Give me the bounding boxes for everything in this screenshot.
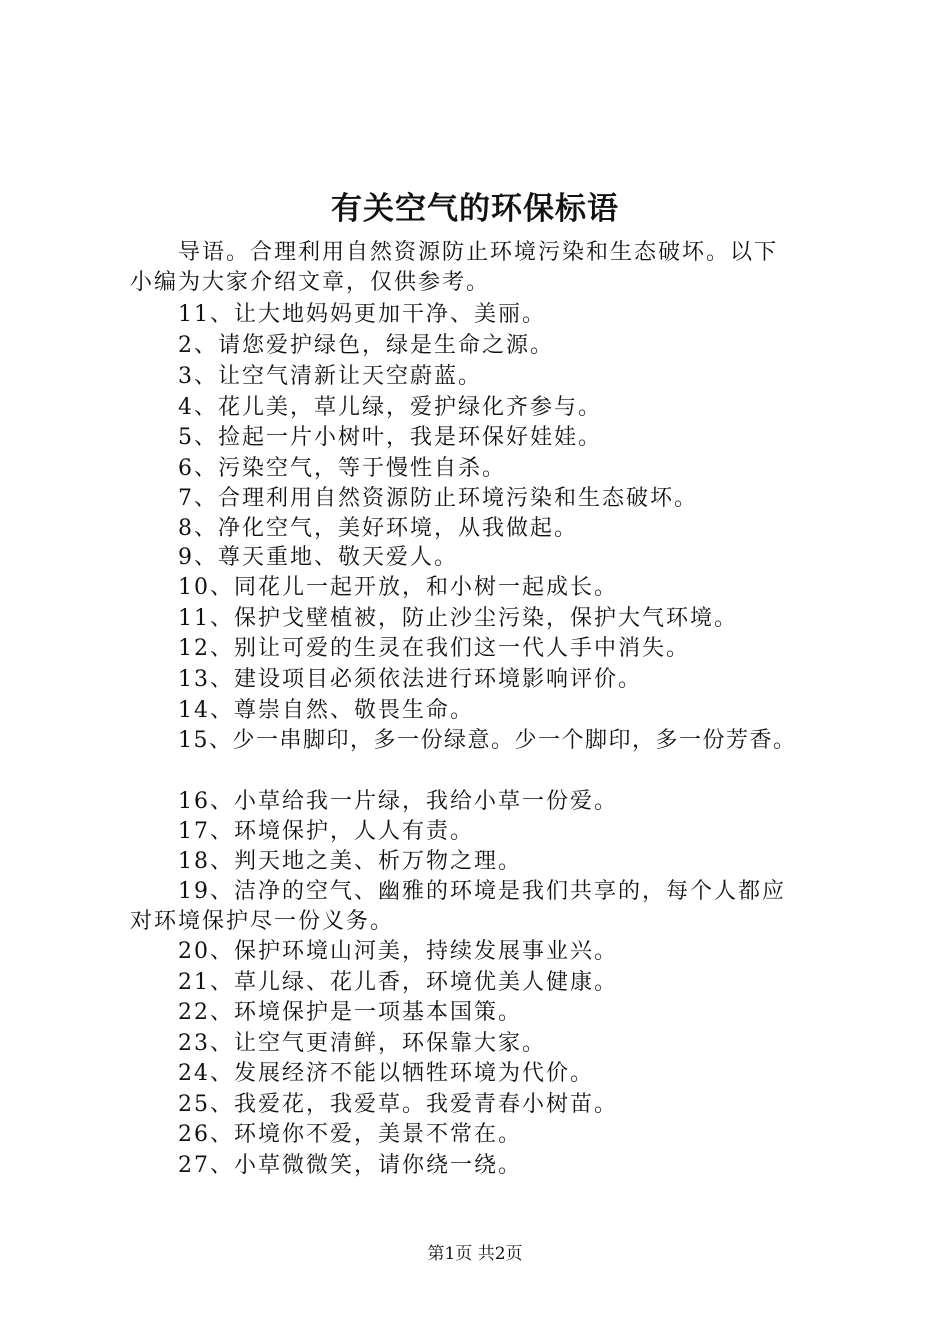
slogan-item-continued: 对环境保护尽一份义务。 xyxy=(130,909,395,934)
slogan-item: 20、保护环境山河美，持续发展事业兴。 xyxy=(178,939,618,964)
slogan-item: 24、发展经济不能以牺牲环境为代价。 xyxy=(178,1061,594,1086)
slogan-item: 27、小草微微笑，请你绕一绕。 xyxy=(178,1153,522,1178)
slogan-item: 2、请您爱护绿色，绿是生命之源。 xyxy=(178,333,554,358)
slogan-item: 18、判天地之美、析万物之理。 xyxy=(178,849,522,874)
slogan-item: 6、污染空气，等于慢性自杀。 xyxy=(178,456,506,481)
slogan-item: 13、建设项目必须依法进行环境影响评价。 xyxy=(178,667,642,692)
slogan-item: 12、别让可爱的生灵在我们这一代人手中消失。 xyxy=(178,636,690,661)
slogan-item: 9、尊天重地、敬天爱人。 xyxy=(178,545,458,570)
slogan-item: 17、环境保护，人人有责。 xyxy=(178,819,474,844)
slogan-item: 10、同花儿一起开放，和小树一起成长。 xyxy=(178,575,618,600)
intro-line-1: 导语。合理利用自然资源防止环境污染和生态破坏。以下 xyxy=(178,240,779,265)
slogan-item: 26、环境你不爱，美景不常在。 xyxy=(178,1122,522,1147)
slogan-item: 4、花儿美，草儿绿，爱护绿化齐参与。 xyxy=(178,395,602,420)
slogan-item: 7、合理利用自然资源防止环境污染和生态破坏。 xyxy=(178,486,698,511)
slogan-item: 23、让空气更清鲜，环保靠大家。 xyxy=(178,1031,546,1056)
slogan-item: 16、小草给我一片绿，我给小草一份爱。 xyxy=(178,789,618,814)
document-title: 有关空气的环保标语 xyxy=(331,191,619,227)
slogan-item: 3、让空气清新让天空蔚蓝。 xyxy=(178,364,482,389)
slogan-item: 21、草儿绿、花儿香，环境优美人健康。 xyxy=(178,970,618,995)
intro-line-2: 小编为大家介绍文章，仅供参考。 xyxy=(130,270,491,295)
slogan-item: 14、尊崇自然、敬畏生命。 xyxy=(178,698,474,723)
slogan-item: 15、少一串脚印，多一份绿意。少一个脚印，多一份芳香。 xyxy=(178,728,797,753)
page-footer: 第1页 共2页 xyxy=(427,1244,523,1264)
slogan-item: 5、捡起一片小树叶，我是环保好娃娃。 xyxy=(178,425,602,450)
slogan-item: 19、洁净的空气、幽雅的环境是我们共享的，每个人都应 xyxy=(178,879,786,904)
slogan-item: 11、让大地妈妈更加干净、美丽。 xyxy=(178,302,546,327)
slogan-item: 8、净化空气，美好环境，从我做起。 xyxy=(178,516,578,541)
slogan-item: 22、环境保护是一项基本国策。 xyxy=(178,1000,522,1025)
slogan-item: 11、保护戈壁植被，防止沙尘污染，保护大气环境。 xyxy=(178,606,738,631)
slogan-item: 25、我爱花，我爱草。我爱青春小树苗。 xyxy=(178,1092,618,1117)
